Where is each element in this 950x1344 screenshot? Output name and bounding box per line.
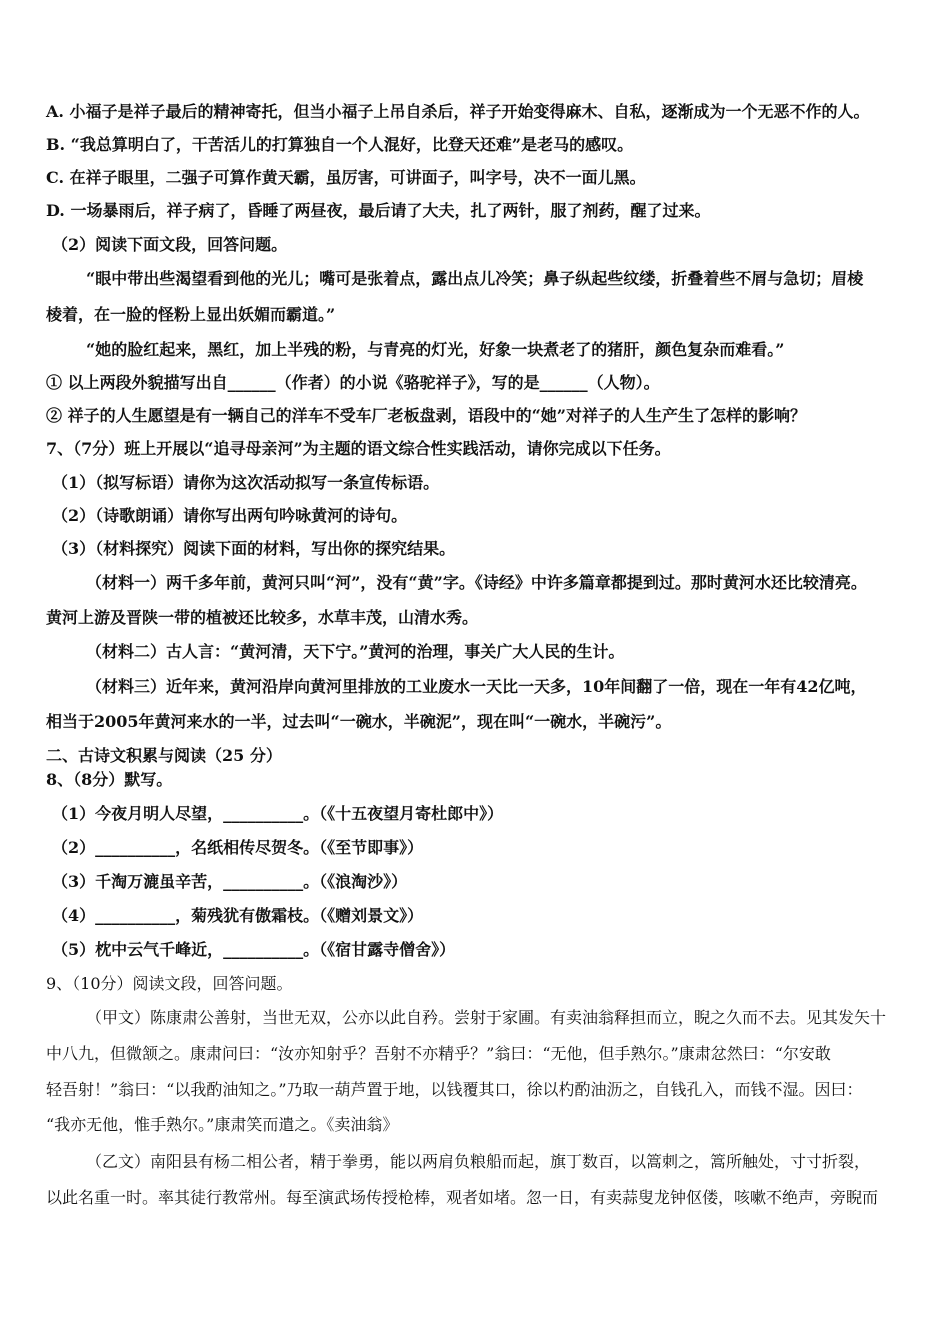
dictation-1: （1）今夜月明人尽望，__________。（《十五夜望月寄杜郎中》） <box>52 804 504 823</box>
dictation-4: （4）__________，菊残犹有傲霜枝。（《赠刘景文》） <box>52 906 424 925</box>
passage-b-line-1: （乙文）南阳县有杨二相公者，精于拳勇，能以两肩负粮船而起，旗丁数百，以篙刺之，篙所触处，寸寸折裂， <box>86 1152 871 1171</box>
material-1-line-1: （材料一）两千多年前，黄河只叫“河”，没有“黄”字。《诗经》中许多篇章都提到过。那时黄河水还比较清亮。 <box>86 573 867 592</box>
option-d: D. 一场暴雨后，祥子病了，昏睡了两昼夜，最后请了大夫，扎了两针，服了剂药，醒了过来。 <box>46 201 711 220</box>
task-2: （2）（诗歌朗诵）请你写出两句吟咏黄河的诗句。 <box>52 506 408 525</box>
sub-question-2: ② 祥子的人生愿望是有一辆自己的洋车不受车厂老板盘剥，语段中的“她”对祥子的人生产生了怎样的影响？ <box>46 406 806 425</box>
passage-a-line-2: 中八九，但微颔之。康肃问曰：“汝亦知射乎？吾射不亦精乎？”翁曰：“无他，但手熟尔。”康肃忿然曰：“尔安敢 <box>46 1044 831 1063</box>
option-a: A. 小福子是祥子最后的精神寄托，但当小福子上吊自杀后，祥子开始变得麻木、自私，逐渐成为一个无恶不作的人。 <box>46 102 870 121</box>
passage-a-line-1: （甲文）陈康肃公善射，当世无双，公亦以此自矜。尝射于家圃。有卖油翁释担而立，睨之久而不去。见其发矢十 <box>86 1008 887 1027</box>
question-6-2: （2）阅读下面文段，回答问题。 <box>52 235 288 254</box>
material-2: （材料二）古人言：“黄河清，天下宁。”黄河的治理，事关广大人民的生计。 <box>86 642 625 661</box>
dictation-2: （2）__________，名纸相传尽贺冬。（《至节即事》） <box>52 838 424 857</box>
section-2-heading: 二、古诗文积累与阅读（25 分） <box>46 746 282 765</box>
material-3-line-2: 相当于2005年黄河来水的一半，过去叫“一碗水，半碗泥”，现在叫“一碗水，半碗污”。 <box>46 712 672 731</box>
quote-2: “她的脸红起来，黑红，加上半残的粉，与青亮的灯光，好象一块煮老了的猪肝，颜色复杂而难看。” <box>86 340 785 359</box>
quote-1-line-2: 棱着，在一脸的怪粉上显出妖媚而霸道。” <box>46 305 336 324</box>
passage-b-line-2: 以此名重一时。率其徒行教常州。每至演武场传授枪棒，观者如堵。忽一日，有卖蒜叟龙钟伛偻，咳嗽不绝声，旁睨而 <box>46 1188 879 1207</box>
question-9: 9、（10分）阅读文段，回答问题。 <box>46 974 293 993</box>
quote-1-line-1: “眼中带出些渴望看到他的光儿；嘴可是张着点，露出点儿冷笑；鼻子纵起些纹缕，折叠着些不屑与急切；眉棱 <box>86 269 864 288</box>
task-1: （1）（拟写标语）请你为这次活动拟写一条宣传标语。 <box>52 473 440 492</box>
question-8: 8、（8分）默写。 <box>46 770 173 789</box>
dictation-5: （5）枕中云气千峰近，__________。（《宿甘露寺僧舍》） <box>52 940 456 959</box>
passage-a-line-4: “我亦无他，惟手熟尔。”康肃笑而遣之。《卖油翁》 <box>46 1115 399 1134</box>
sub-question-1: ① 以上两段外貌描写出自______（作者）的小说《骆驼祥子》，写的是______（人物）。 <box>46 373 660 392</box>
dictation-3: （3）千淘万漉虽辛苦，__________。（《浪淘沙》） <box>52 872 408 891</box>
option-b: B. “我总算明白了，干苦活儿的打算独自一个人混好，比登天还难”是老马的感叹。 <box>46 135 634 154</box>
material-1-line-2: 黄河上游及晋陕一带的植被还比较多，水草丰茂，山清水秀。 <box>46 608 479 627</box>
question-7: 7、（7分）班上开展以“追寻母亲河”为主题的语文综合性实践活动，请你完成以下任务。 <box>46 439 671 458</box>
material-3-line-1: （材料三）近年来，黄河沿岸向黄河里排放的工业废水一天比一天多，10年间翻了一倍，现在一年有42亿吨， <box>86 677 867 696</box>
task-3: （3）（材料探究）阅读下面的材料，写出你的探究结果。 <box>52 539 456 558</box>
option-c: C. 在祥子眼里，二强子可算作黄天霸，虽厉害，可讲面子，叫字号，决不一面儿黑。 <box>46 168 646 187</box>
passage-a-line-3: 轻吾射！”翁曰：“以我酌油知之。”乃取一葫芦置于地，以钱覆其口，徐以杓酌油沥之，自钱孔入，而钱不湿。因曰： <box>46 1080 863 1099</box>
